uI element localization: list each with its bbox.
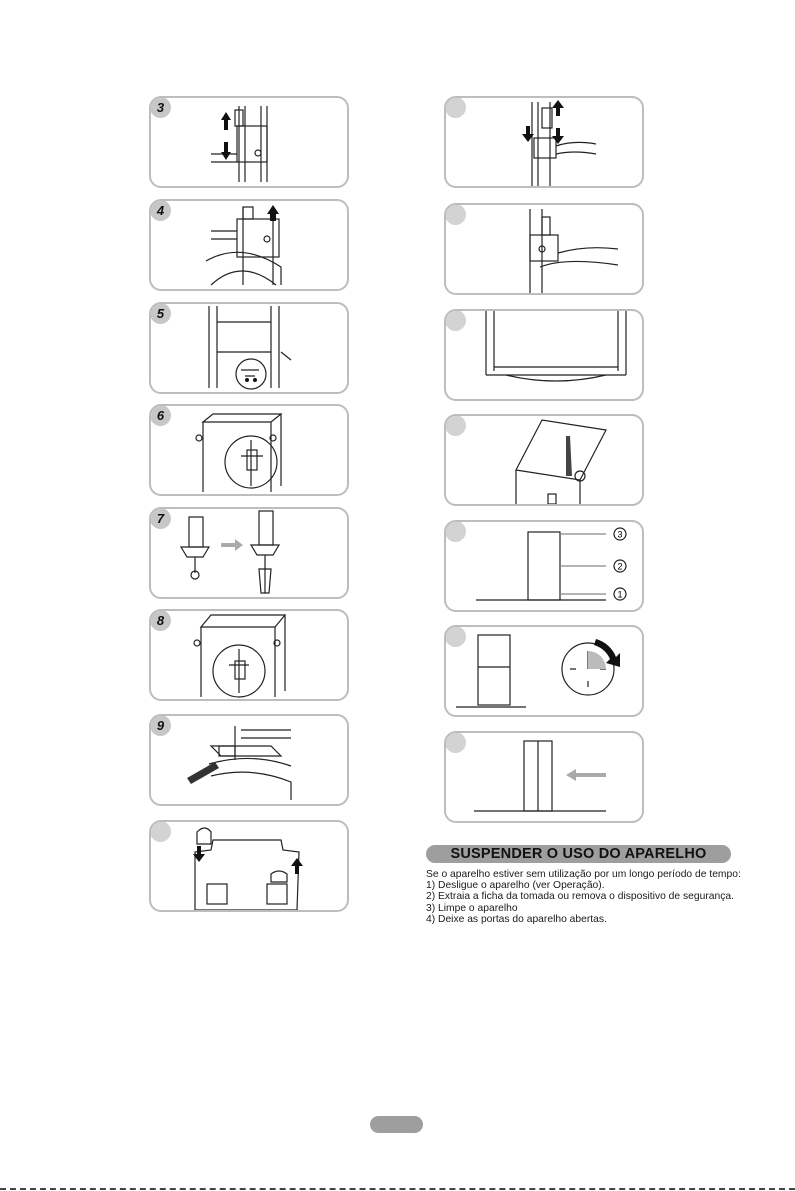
step-panel-right-1	[444, 96, 644, 188]
step-panel-right-2	[444, 203, 644, 295]
step-panel-9	[149, 714, 349, 806]
step-number: 6	[150, 405, 171, 426]
step-number: 4	[150, 200, 171, 221]
step-number: 5	[150, 303, 171, 324]
step-panel-10	[149, 820, 349, 912]
step-panel-right-6	[444, 625, 644, 717]
instructions-block	[426, 869, 766, 925]
hinge-detail-zoom-icon	[151, 406, 347, 494]
step-panel-right-3	[444, 309, 644, 401]
instruction-intro: Se o aparelho estiver sem utilização por um longo período de tempo:	[426, 869, 741, 880]
hinge-wrench-swap-icon	[151, 509, 347, 597]
cabinet-top-screwdriver-icon	[446, 416, 642, 504]
hinge-arrows-icon	[446, 98, 642, 186]
callout-2: 2	[617, 561, 623, 572]
step-panel-6	[149, 404, 349, 496]
callout-1: 1	[617, 589, 623, 600]
instruction-step-3: 3) Limpe o aparelho	[426, 902, 518, 914]
cabinet-top-cover-icon	[151, 304, 347, 392]
fridge-arrow-icon	[446, 733, 642, 821]
step-panel-3	[149, 96, 349, 188]
callout-3: 3	[617, 529, 623, 540]
step-number: 3	[150, 97, 171, 118]
fridge-height-callouts-icon	[446, 522, 642, 610]
instruction-step-4: 4) Deixe as portas do aparelho abertas.	[426, 913, 607, 925]
screwdriver-bottom-hinge-icon	[151, 716, 347, 804]
step-panel-4	[149, 199, 349, 291]
step-panel-right-7	[444, 731, 644, 823]
hinge-arrows-up-down-icon	[151, 98, 347, 186]
step-panel-8	[149, 609, 349, 701]
step-panel-5	[149, 302, 349, 394]
hinge-reinstall-zoom-icon	[151, 611, 347, 699]
instruction-step-2: 2) Extraia a ficha da tomada ou remova o dispositivo de segurança.	[426, 891, 734, 903]
step-panel-right-5	[444, 520, 644, 612]
page-number-pill	[370, 1116, 423, 1133]
cap-swap-arrows-icon	[151, 822, 347, 910]
step-number: 8	[150, 610, 171, 631]
section-title: SUSPENDER O USO DO APARELHO	[426, 845, 731, 863]
door-front-icon	[446, 311, 642, 399]
step-panel-7	[149, 507, 349, 599]
crop-line	[0, 1188, 795, 1190]
instruction-step-1: 1) Desligue o aparelho (ver Operação).	[426, 880, 605, 892]
hinge-lower-icon	[446, 205, 642, 293]
fridge-clock-wait-icon	[446, 627, 642, 715]
step-number: 7	[150, 508, 171, 529]
step-number: 9	[150, 715, 171, 736]
step-panel-right-4	[444, 414, 644, 506]
hinge-screw-removal-icon	[151, 201, 347, 289]
